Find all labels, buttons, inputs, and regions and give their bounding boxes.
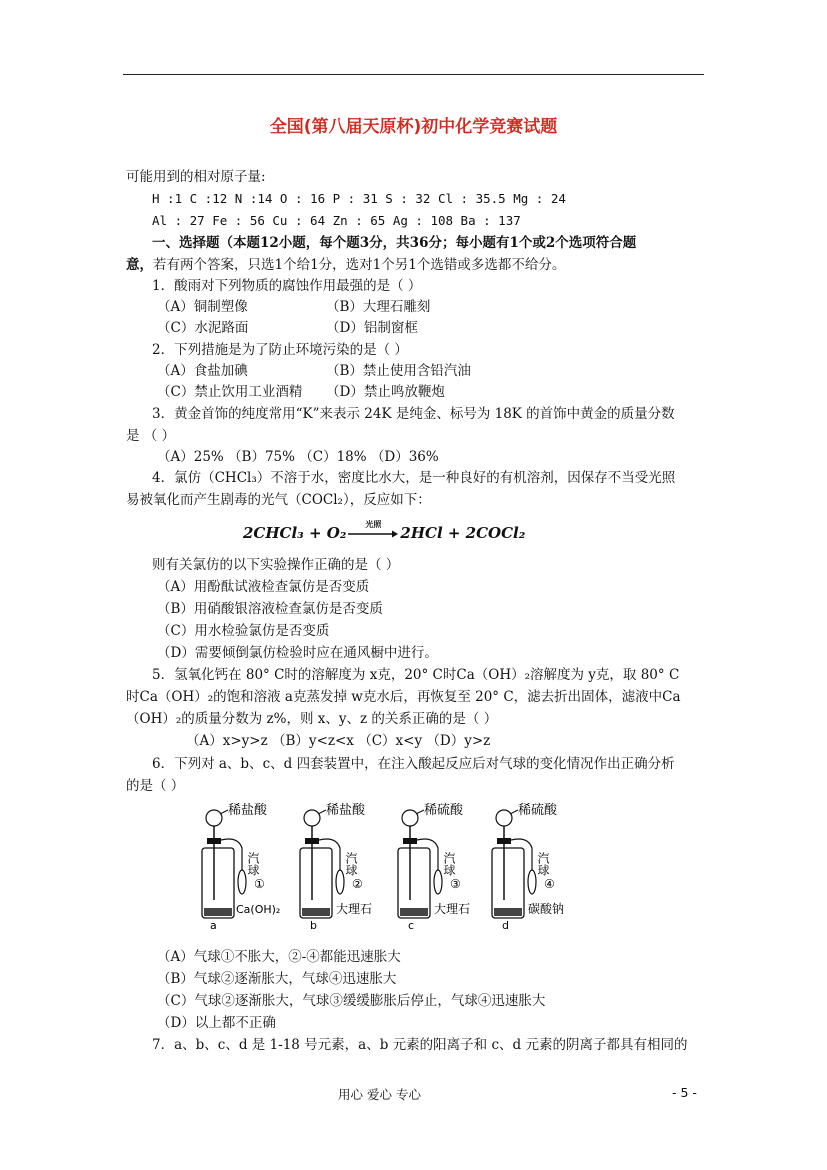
apparatus-a <box>202 802 280 930</box>
q2-option-a: （A）食盐加碘 <box>157 363 248 379</box>
equation-right: 2HCl + 2COCl₂ <box>400 524 526 542</box>
section1-header-rule-text: 若有两个答案，只选1个给1分，选对1个另1个选错或多选都不给分。 <box>153 257 566 273</box>
balloon-label-c: 汽球 <box>442 852 456 876</box>
balloon-number-1: ① <box>254 877 265 891</box>
q5-line-3: （OH）₂的质量分数为 z%，则 x、y、z 的关系正确的是（ ） <box>126 711 498 727</box>
q1-stem: 1．酸雨对下列物质的腐蚀作用最强的是（ ） <box>152 278 422 294</box>
q6-option-c: （C）气球②逐渐胀大，气球③缓缓膨胀后停止，气球④迅速胀大 <box>157 993 546 1009</box>
equation-left: 2CHCl₃ + O₂ <box>243 524 347 542</box>
balloon-number-3: ③ <box>450 877 461 891</box>
q4-lead: 则有关氯仿的以下实验操作正确的是（ ） <box>152 557 400 573</box>
q4-option-d: （D）需要倾倒氯仿检验时应在通风橱中进行。 <box>157 645 438 661</box>
solid-label-d: 碳酸钠 <box>528 902 565 916</box>
q6-option-a: （A）气球①不胀大，②-④都能迅速胀大 <box>157 949 401 965</box>
acid-label-d: 稀硫酸 <box>518 803 558 818</box>
reaction-condition: 光照 <box>365 519 382 529</box>
apparatus-figure <box>198 800 588 930</box>
apparatus-d <box>492 802 564 930</box>
atomic-mass-label: 可能用到的相对原子量: <box>126 169 266 185</box>
balloon-number-4: ④ <box>544 877 555 891</box>
q6-stem-cont: 的是（ ） <box>126 778 185 794</box>
acid-label-c: 稀硫酸 <box>424 803 464 818</box>
atomic-mass-row-2: Al : 27 Fe : 56 Cu : 64 Zn : 65 Ag : 108 Ba : 137 <box>152 213 521 228</box>
page-number: - 5 - <box>672 1085 697 1100</box>
q4-option-a: （A）用酚酞试液检查氯仿是否变质 <box>157 579 370 595</box>
apparatus-label-c: c <box>408 919 415 930</box>
page-title: 全国(第八届天原杯)初中化学竞赛试题 <box>269 117 558 137</box>
q6-option-d: （D）以上都不正确 <box>157 1015 276 1031</box>
reaction-arrow <box>348 519 398 538</box>
q4-option-b: （B）用硝酸银溶液检查氯仿是否变质 <box>157 601 383 617</box>
balloon-label-b: 汽球 <box>344 852 358 876</box>
q4-option-c: （C）用水检验氯仿是否变质 <box>157 623 330 639</box>
q2-option-b: （B）禁止使用含铅汽油 <box>326 363 471 379</box>
acid-label-b: 稀盐酸 <box>326 803 366 818</box>
q4-stem-cont: 易被氧化而产生剧毒的光气（COCl₂），反应如下： <box>126 492 431 508</box>
solid-label-b: 大理石 <box>336 902 373 916</box>
solid-label-a: Ca(OH)₂ <box>236 903 281 916</box>
q6-stem: 6．下列对 a、b、c、d 四套装置中，在注入酸起反应后对气球的变化情况作出正确分析 <box>152 756 675 772</box>
q3-stem: 3．黄金首饰的纯度常用“K”来表示 24K 是纯金、标号为 18K 的首饰中黄金的质量分数 <box>152 406 675 422</box>
q2-option-c: （C）禁止饮用工业酒精 <box>157 384 303 400</box>
q1-option-a: （A）铜制塑像 <box>157 299 248 315</box>
apparatus-label-b: b <box>310 919 317 930</box>
apparatus-c <box>398 802 470 930</box>
q5-options: （A）x>y>z （B）y<z<x （C）x<y （D）y>z <box>186 733 491 749</box>
q3-options: （A）25% （B）75% （C）18% （D）36% <box>157 449 439 465</box>
section1-header-bold: 意， <box>126 257 153 273</box>
apparatus-b <box>300 802 372 930</box>
balloon-number-2: ② <box>352 877 363 891</box>
q2-option-d: （D）禁止鸣放鞭炮 <box>326 384 445 400</box>
balloon-label-a: 汽球 <box>246 852 260 876</box>
q1-option-d: （D）铝制窗框 <box>326 320 418 336</box>
q5-line-2: 时Ca（OH）₂的饱和溶液 a克蒸发掉 w克水后，再恢复至 20° C，滤去折出固体，滤液中Ca <box>126 689 681 705</box>
apparatus-label-a: a <box>210 919 217 930</box>
section1-header-cont <box>126 256 565 274</box>
q1-option-b: （B）大理石雕刻 <box>326 299 431 315</box>
footer-motto: 用心 爱心 专心 <box>338 1087 421 1102</box>
balloon-label-d: 汽球 <box>536 852 550 876</box>
header-rule <box>123 74 704 75</box>
q6-option-b: （B）气球②逐渐胀大，气球④迅速胀大 <box>157 971 397 987</box>
q7-stem: 7．a、b、c、d 是 1-18 号元素，a、b 元素的阳离子和 c、d 元素的阴离子都具有相同的 <box>152 1037 688 1053</box>
solid-label-c: 大理石 <box>434 902 471 916</box>
q1-option-c: （C）水泥路面 <box>157 320 249 336</box>
q5-line-1: 5．氢氧化钙在 80° C时的溶解度为 x克，20° C时Ca（OH）₂溶解度为 y克，取 80° C <box>152 667 680 683</box>
acid-label-a: 稀盐酸 <box>228 803 268 818</box>
section1-header: 一、选择题（本题12小题，每个题3分，共36分；每小题有1个或2个选项符合题 <box>152 235 637 251</box>
reaction-equation <box>243 519 526 542</box>
atomic-mass-row-1: H :1 C :12 N :14 O : 16 P : 31 S : 32 Cl : 35.5 Mg : 24 <box>152 191 566 206</box>
q2-stem: 2．下列措施是为了防止环境污染的是（ ） <box>152 342 408 358</box>
q4-stem: 4．氯仿（CHCl₃）不溶于水，密度比水大，是一种良好的有机溶剂，因保存不当受光照 <box>152 470 676 486</box>
q3-stem-cont: 是 （ ） <box>126 428 176 444</box>
apparatus-label-d: d <box>502 919 509 930</box>
